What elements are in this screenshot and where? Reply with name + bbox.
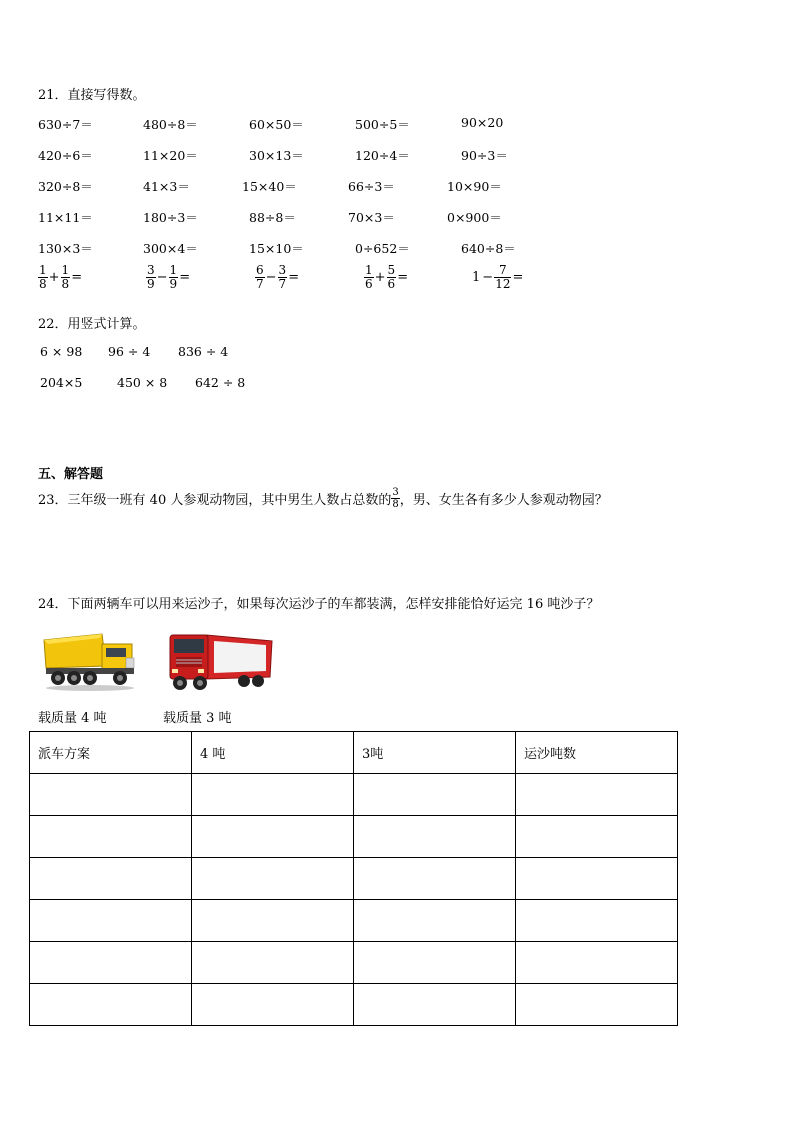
operator: − (265, 270, 277, 285)
q23-text-after: ，男、女生各有多少人参观动物园？ (399, 493, 608, 508)
header-plan: 派车方案 (30, 732, 192, 774)
denominator: 7 (256, 277, 264, 291)
table-cell[interactable] (515, 984, 677, 1026)
truck1-caption: 载质量 4 吨 (38, 711, 107, 726)
vertical-calc-item: 204×5 (40, 375, 83, 390)
numerator: 6 (256, 263, 264, 277)
table-cell[interactable] (30, 858, 192, 900)
table-cell[interactable] (192, 900, 354, 942)
semi-truck-image (166, 627, 274, 693)
fraction (494, 264, 511, 291)
equals-sign: = (179, 270, 191, 285)
equals-sign: = (288, 270, 300, 285)
calc-item: 70×3＝ (348, 210, 395, 225)
calc-item: 41×3＝ (143, 179, 190, 194)
fraction-expression (471, 264, 524, 291)
numerator: 3 (147, 263, 155, 277)
calc-item: 0×900＝ (447, 210, 502, 225)
q21-title: 21．直接写得数。 (38, 88, 146, 103)
equals-sign: = (71, 270, 83, 285)
table-cell[interactable] (515, 900, 677, 942)
operator: − (156, 270, 168, 285)
dispatch-plan-table (29, 731, 678, 1026)
table-cell[interactable] (353, 984, 515, 1026)
header-total-tons: 运沙吨数 (515, 732, 677, 774)
calc-item: 88÷8＝ (249, 210, 296, 225)
table-cell[interactable] (515, 858, 677, 900)
table-header-row (30, 732, 678, 774)
table-cell[interactable] (353, 942, 515, 984)
table-row (30, 858, 678, 900)
denominator: 8 (392, 499, 399, 510)
calc-item: 10×90＝ (447, 179, 502, 194)
fraction (278, 264, 288, 291)
table-cell[interactable] (30, 774, 192, 816)
calc-item: 30×13＝ (249, 148, 304, 163)
calc-item: 130×3＝ (38, 241, 93, 256)
numerator: 3 (392, 487, 399, 498)
denominator: 8 (61, 277, 70, 291)
table-cell[interactable] (192, 942, 354, 984)
numerator: 1 (169, 263, 178, 277)
vertical-calc-item: 642 ÷ 8 (195, 375, 246, 390)
fraction (364, 264, 374, 291)
calc-item: 480÷8＝ (143, 117, 198, 132)
calc-item: 90×20 (461, 115, 504, 130)
calc-item: 15×10＝ (249, 241, 304, 256)
table-cell[interactable] (192, 984, 354, 1026)
table-row (30, 984, 678, 1026)
fraction (387, 264, 397, 291)
denominator: 9 (169, 277, 178, 291)
table-cell[interactable] (353, 900, 515, 942)
equals-sign: = (397, 270, 409, 285)
numerator: 1 (365, 263, 373, 277)
numerator: 5 (387, 263, 396, 277)
numerator: 1 (61, 263, 70, 277)
denominator: 7 (278, 277, 287, 291)
calc-item: 420÷6＝ (38, 148, 93, 163)
fraction (61, 264, 71, 291)
operator: + (48, 270, 60, 285)
vertical-calc-item: 6 × 98 (40, 344, 83, 359)
vertical-calc-item: 836 ÷ 4 (178, 344, 229, 359)
table-cell[interactable] (353, 816, 515, 858)
table-row (30, 900, 678, 942)
calc-item: 640÷8＝ (461, 241, 516, 256)
equals-sign: = (512, 270, 524, 285)
table-cell[interactable] (30, 984, 192, 1026)
calc-item: 11×11＝ (38, 210, 93, 225)
table-cell[interactable] (353, 858, 515, 900)
vertical-calc-item: 450 × 8 (117, 375, 168, 390)
denominator: 12 (495, 277, 511, 291)
fraction-expression (364, 264, 409, 291)
calc-item: 0÷652＝ (355, 241, 410, 256)
denominator: 6 (387, 277, 396, 291)
table-cell[interactable] (515, 942, 677, 984)
header-4-ton: 4 吨 (192, 732, 354, 774)
calc-item: 15×40＝ (242, 179, 297, 194)
fraction (255, 264, 265, 291)
calc-item: 630÷7＝ (38, 117, 93, 132)
q22-title: 22．用竖式计算。 (38, 317, 146, 332)
whole-number: 1 (472, 270, 481, 285)
table-cell[interactable] (353, 774, 515, 816)
q23-text-before: 23．三年级一班有 40 人参观动物园，其中男生人数占总数的 (38, 493, 392, 508)
calc-item: 120÷4＝ (355, 148, 410, 163)
fraction (38, 264, 48, 291)
denominator: 8 (39, 277, 47, 291)
table-cell[interactable] (30, 816, 192, 858)
truck2-caption: 载质量 3 吨 (163, 711, 232, 726)
numerator: 3 (278, 263, 287, 277)
fraction-expression (146, 264, 191, 291)
calc-item: 320÷8＝ (38, 179, 93, 194)
denominator: 6 (365, 277, 373, 291)
dump-truck-image (40, 628, 140, 692)
table-row (30, 816, 678, 858)
table-cell[interactable] (515, 816, 677, 858)
calc-item: 90÷3＝ (461, 148, 508, 163)
table-row (30, 774, 678, 816)
table-row (30, 942, 678, 984)
table-cell[interactable] (192, 816, 354, 858)
vertical-calc-item: 96 ÷ 4 (108, 344, 151, 359)
calc-item: 60×50＝ (249, 117, 304, 132)
q23-text (38, 487, 608, 510)
q24-title: 24．下面两辆车可以用来运沙子，如果每次运沙子的车都装满，怎样安排能恰好运完 16 吨沙子？ (38, 597, 600, 612)
fraction-expression (38, 264, 83, 291)
table-cell[interactable] (515, 774, 677, 816)
header-3-ton: 3吨 (353, 732, 515, 774)
calc-item: 500÷5＝ (355, 117, 410, 132)
fraction (169, 264, 179, 291)
denominator: 9 (147, 277, 155, 291)
numerator: 1 (39, 263, 47, 277)
calc-item: 300×4＝ (143, 241, 198, 256)
fraction (391, 487, 399, 510)
table-cell[interactable] (192, 858, 354, 900)
table-cell[interactable] (192, 774, 354, 816)
fraction (146, 264, 156, 291)
section-title: 五、解答题 (38, 467, 104, 482)
table-cell[interactable] (30, 942, 192, 984)
calc-item: 11×20＝ (143, 148, 198, 163)
calc-item: 180÷3＝ (143, 210, 198, 225)
table-cell[interactable] (30, 900, 192, 942)
operator: + (374, 270, 386, 285)
calc-item: 66÷3＝ (348, 179, 395, 194)
fraction-expression (255, 264, 300, 291)
numerator: 7 (499, 263, 507, 277)
operator: − (482, 270, 494, 285)
